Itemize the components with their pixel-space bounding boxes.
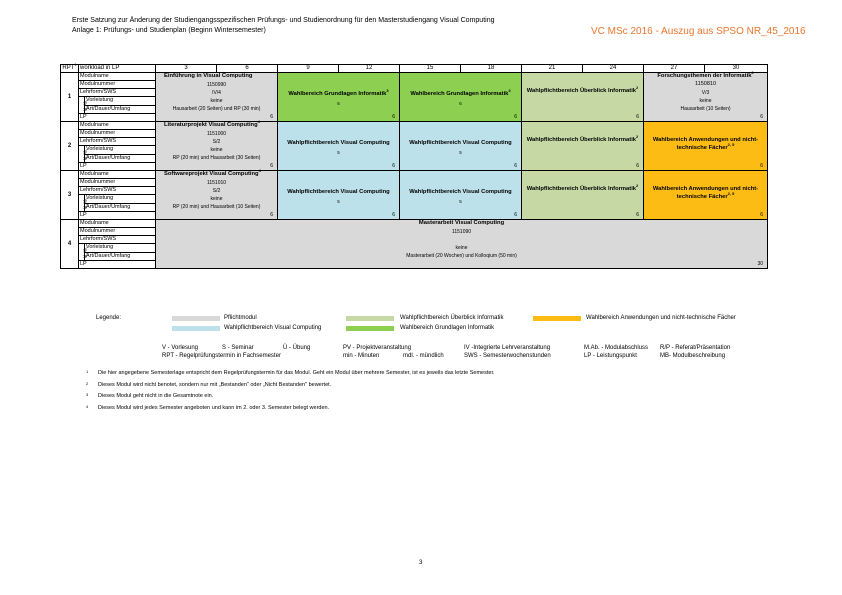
module-title: Wahlbereich Anwendungen und nicht-technische Fächer$^{2, 5}$ (652, 186, 759, 200)
module-forschungsthemen (644, 70, 768, 122)
row-label: Vorleistung (85, 97, 156, 106)
module-lp: 6 (760, 212, 764, 218)
legend-item: Wahlpflichtbereich Überblick Informatik (400, 315, 504, 321)
module-title: Wahlpflichtbereich Visual Computing (409, 140, 512, 146)
module-number: 1150810 (695, 81, 717, 87)
module-number: 1151010 (206, 180, 227, 186)
module-softwareprojekt (156, 168, 278, 220)
row-label: LP (79, 114, 156, 122)
row-label: Art/Dauer/Umfang (85, 253, 156, 261)
row-label: Lehrform/SWS (79, 138, 156, 146)
module-count: 5 (337, 199, 340, 204)
row-label: Art/Dauer/Umfang (85, 106, 156, 114)
row-label: Modulnummer (79, 81, 156, 89)
abbreviation: R/P - Referat/Präsentation (660, 345, 731, 351)
module-exam: Hausarbeit (10 Seiten) (680, 106, 731, 112)
module-vorleistung: keine (455, 245, 468, 251)
row-label: Modulname (79, 171, 156, 179)
semester-number: 3 (61, 171, 79, 220)
lp-column-header: 27 (644, 65, 705, 73)
module-wahlpflicht-ueberblick (522, 171, 644, 220)
document-subtitle: Anlage 1: Prüfungs- und Studienplan (Beginn Wintersemester) (72, 27, 266, 34)
abbreviation: Ü - Übung (283, 345, 311, 351)
legend-item: Wahlpflichtbereich Visual Computing (224, 325, 322, 331)
module-exam: RP (20 min) und Hausarbeit (30 Seiten) (172, 155, 261, 161)
module-lp: 6 (270, 212, 274, 218)
module-title: Forschungsthemen der Informatik$^2$ (657, 70, 754, 79)
module-exam: Hausarbeit (20 Seiten) und RP (30 min) (172, 106, 261, 112)
row-label: Vorleistung (85, 244, 156, 253)
module-exam: RP (20 min) und Hausarbeit (10 Seiten) (172, 204, 261, 210)
module-title: Wahlpflichtbereich Überblick Informatik$^2$ (526, 85, 639, 94)
abbreviation: IV -Integrierte Lehrveranstaltung (464, 345, 551, 351)
row-label: Lehrform/SWS (79, 89, 156, 97)
abbreviation: MB- Modulbeschreibung (660, 353, 726, 359)
row-label: Art/Dauer/Umfang (85, 155, 156, 163)
module-wahlbereich-grundlagen (400, 73, 522, 122)
row-label: LP (79, 163, 156, 171)
legend-swatch (172, 316, 220, 321)
module-lp: 6 (270, 163, 274, 169)
abbreviation: LP - Leistungspunkt (584, 353, 637, 359)
module-lp: 30 (757, 261, 764, 267)
row-label: Modulnummer (79, 228, 156, 236)
module-title: Wahlpflichtbereich Visual Computing (287, 140, 390, 146)
lp-column-header: 12 (339, 65, 400, 73)
lp-column-header: 24 (583, 65, 644, 73)
module-wahlpflicht-ueberblick (522, 73, 644, 122)
abbreviation: M.Ab. - Modulabschluss (584, 345, 649, 351)
module-number: 1150990 (206, 82, 227, 88)
lp-column-header: 3 (156, 65, 217, 73)
semester-1-row (61, 73, 768, 81)
footnote-number: 4 (86, 404, 89, 409)
module-wahlpflicht-visual-computing (278, 171, 400, 220)
module-lp: 6 (760, 114, 764, 120)
module-count: 5 (459, 150, 462, 155)
module-wahlpflicht-ueberblick (522, 122, 644, 171)
semester-number: 1 (61, 73, 79, 122)
module-einfuehrung-visual-computing (156, 73, 278, 122)
legend-item: Wahlbereich Grundlagen Informatik (400, 325, 495, 331)
module-lp: 6 (760, 163, 764, 169)
module-exam: Masterarbeit (20 Wochen) und Kolloqium (50 min) (406, 253, 517, 259)
module-lp: 6 (514, 212, 518, 218)
lp-column-header: 18 (461, 65, 522, 73)
lp-column-header: 6 (217, 65, 278, 73)
module-lp: 6 (636, 114, 640, 120)
module-number: 1151090 (451, 229, 472, 235)
footnote-text: Dieses Modul geht nicht in die Gesamtnote ein. (98, 393, 214, 399)
row-label: LP (79, 212, 156, 220)
abbreviation: RPT - Regelprüfungstermin in Fachsemester (162, 353, 281, 359)
module-vorleistung: keine (210, 98, 223, 104)
semester-3-row (61, 171, 768, 179)
module-wahlbereich-anwendungen (644, 122, 768, 171)
module-wahlpflicht-visual-computing (400, 171, 522, 220)
row-label: Modulname (79, 122, 156, 130)
module-title: Wahlbereich Grundlagen Informatik$^3$ (410, 88, 511, 97)
module-wahlpflicht-visual-computing (278, 122, 400, 171)
abbreviation: min - Minuten (343, 353, 380, 359)
module-title: Wahlbereich Grundlagen Informatik$^3$ (288, 88, 389, 97)
module-vorleistung: keine (699, 98, 712, 104)
abbreviation: S - Seminar (222, 345, 254, 351)
module-title: Wahlbereich Anwendungen und nicht-technische Fächer$^{2, 5}$ (652, 137, 759, 151)
module-lp: 6 (392, 114, 396, 120)
module-masterarbeit (156, 220, 768, 269)
row-label: Lehrform/SWS (79, 236, 156, 244)
table-header-row (61, 65, 768, 73)
module-vorleistung: keine (210, 147, 223, 153)
module-count: 6 (337, 101, 340, 106)
module-title: Literaturprojekt Visual Computing$^4$ (164, 119, 260, 128)
module-lp: 6 (392, 163, 396, 169)
rpt-header: RPT$^1$ (62, 62, 77, 71)
module-title: Wahlpflichtbereich Visual Computing (409, 189, 512, 195)
module-wahlbereich-grundlagen (278, 73, 400, 122)
legend-label: Legende: (96, 315, 122, 321)
module-title: Einführung in Visual Computing (164, 73, 253, 79)
footnote-number: 1 (86, 369, 89, 374)
mab-label: M.Ab. (79, 146, 85, 163)
module-literaturprojekt (156, 119, 278, 171)
lp-column-header: 15 (400, 65, 461, 73)
abbreviation: SWS - Semesterwochenstunden (464, 353, 551, 359)
footnote-text: Die hier angegebene Semesterlage entspricht dem Regelprüfungstermin für das Modul. Geht ein Modul über mehrere Semester, ist es jeweils das letzte Semester. (98, 370, 495, 376)
workload-header: workload in LP (79, 65, 156, 73)
row-label: Modulnummer (79, 179, 156, 187)
module-count: 6 (459, 101, 462, 106)
lp-column-header: 9 (278, 65, 339, 73)
module-sws: V/3 (701, 90, 710, 96)
footnote-number: 3 (86, 392, 89, 397)
document-title: Erste Satzung zur Änderung der Studiengangsspezifischen Prüfungs- und Studienordnung für den Masterstudiengang Visual Computing (72, 17, 495, 24)
module-lp: 6 (514, 163, 518, 169)
semester-2-row (61, 122, 768, 130)
document-reference: VC MSc 2016 - Auszug aus SPSO NR_45_2016 (591, 26, 806, 37)
mab-label: M.Ab. (79, 195, 85, 212)
module-title: Masterarbeit Visual Computing (418, 220, 505, 226)
footnote-text: Dieses Modul wird nicht benotet, sondern nur mit „Bestanden" oder „Nicht Bestanden" bewertet. (98, 382, 332, 388)
module-count: 5 (337, 150, 340, 155)
lp-column-header: 30 (705, 65, 768, 73)
module-title: Wahlpflichtbereich Überblick Informatik$^2$ (526, 183, 639, 192)
abbreviation: mdl. - mündlich (403, 353, 444, 359)
abbreviation: PV - Projektveranstaltung (343, 345, 412, 351)
module-sws: S/2 (212, 188, 221, 194)
row-label: Modulname (79, 73, 156, 81)
module-wahlbereich-anwendungen (644, 171, 768, 220)
module-lp: 6 (392, 212, 396, 218)
module-count: 5 (459, 199, 462, 204)
mab-label: M.Ab. (79, 97, 85, 114)
page-number: 3 (419, 560, 423, 566)
module-lp: 6 (636, 163, 640, 169)
footnote-text: Dieses Modul wird jedes Semester angeboten und kann im 2. oder 3. Semester belegt werden. (98, 405, 330, 411)
module-lp: 6 (636, 212, 640, 218)
module-number: 1151000 (206, 131, 227, 137)
semester-4-row (61, 220, 768, 228)
row-label: Lehrform/SWS (79, 187, 156, 195)
row-label: Art/Dauer/Umfang (85, 204, 156, 212)
study-plan-table (60, 64, 768, 269)
module-title: Softwareprojekt Visual Computing$^4$ (164, 168, 261, 177)
legend-swatch (346, 316, 394, 321)
legend-swatch (533, 316, 581, 321)
module-lp: 6 (514, 114, 518, 120)
abbreviation: V - Vorlesung (162, 345, 199, 351)
lp-column-header: 21 (522, 65, 583, 73)
module-vorleistung: keine (210, 196, 223, 202)
legend-swatch (346, 326, 394, 331)
mab-label: M.Ab. (79, 244, 85, 261)
module-lp: 6 (270, 114, 274, 120)
module-title: Wahlpflichtbereich Überblick Informatik$^2$ (526, 134, 639, 143)
row-label: Vorleistung (85, 195, 156, 204)
legend-item: Wahlbereich Anwendungen und nicht-technische Fächer (586, 315, 736, 321)
row-label: Vorleistung (85, 146, 156, 155)
module-sws: S/2 (212, 139, 221, 145)
footnote-number: 2 (86, 381, 89, 386)
semester-number: 4 (61, 220, 79, 269)
legend-swatch (172, 326, 220, 331)
legend-item: Pflichtmodul (224, 315, 257, 321)
module-title: Wahlpflichtbereich Visual Computing (287, 189, 390, 195)
row-label: LP (79, 261, 156, 269)
row-label: Modulname (79, 220, 156, 228)
module-wahlpflicht-visual-computing (400, 122, 522, 171)
module-sws: IV/4 (212, 90, 221, 96)
semester-number: 2 (61, 122, 79, 171)
row-label: Modulnummer (79, 130, 156, 138)
